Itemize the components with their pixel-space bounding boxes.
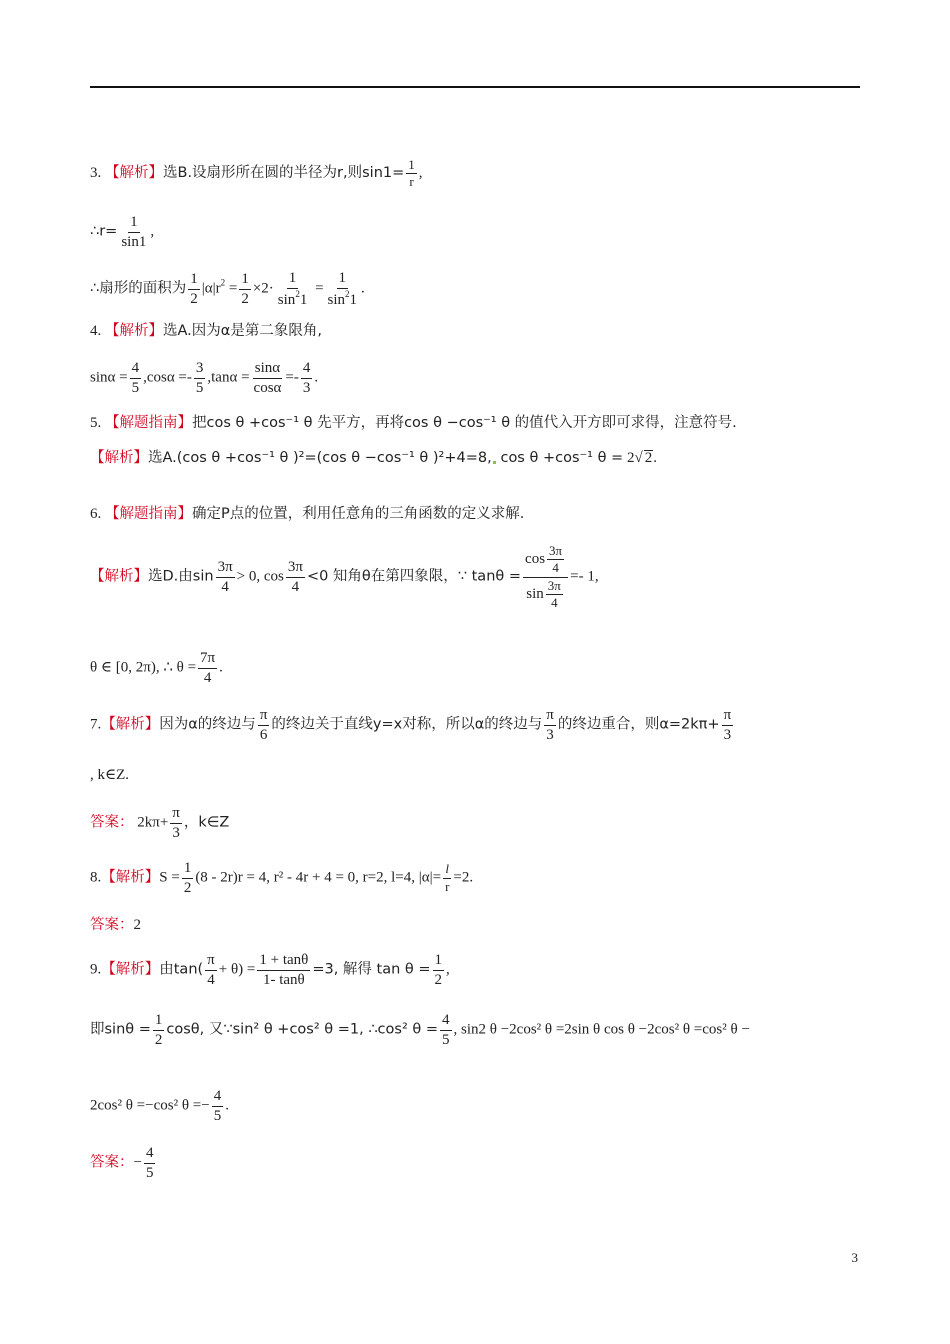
header-rule [90,86,860,88]
q8-line1: 8.【解析】S = $\frac{1}{2}$ (8 - 2r)r = 4, r² - 4r + 4 = 0, r=2, l=4, |α|= $\frac{l}{r}$ =2. [90,860,474,896]
q5-line2: 【解析】选A.(cos θ +cos⁻¹ θ )²=(cos θ −cos⁻¹ θ )²+4=8, cos θ +cos⁻¹ θ = 2√ 2. [90,450,657,466]
green-marker [493,461,496,464]
q8-answer: 答案：2 [90,917,141,933]
q7-answer: 答案： 2kπ+ $\frac{\pi}{3}$ ，k∈Z [90,805,230,841]
q3-text: 选B.设扇形所在圆的半径为r,则sin1= [163,165,405,182]
q3-r-fraction: $\frac{1}{\sin 1}$ [121,214,147,250]
q6-compound-fraction: cos $\frac{3\pi}{4}$ sin $\frac{3\pi}{4}$ [523,544,568,610]
q3-number: 3. [90,165,102,182]
q4-line1: 4. 【解析】选A.因为α是第二象限角, [90,323,322,339]
q7-line1: 7.【解析】因为α的终边与 $\frac{\pi}{6}$ 的终边关于直线y=x对称，所以α的终边与 $\frac{\pi}{3}$ 的终边重合，则α=2kπ+ $\frac{\pi}{3}$ [90,707,732,743]
q6-line1: 6. 【解题指南】确定P点的位置，利用任意角的三角函数的定义求解. [90,506,525,522]
q9-line3: 2cos² θ =−cos² θ =− $\frac{4}{5}$ . [90,1088,229,1124]
q3-fraction: $\frac{1}{r}$ [408,157,415,190]
q9-answer: 答案：− $\frac{4}{5}$ [90,1145,154,1181]
q9-line2: 即sinθ = $\frac{1}{2}$ cosθ, 又∵sin² θ +cos² θ =1, ∴cos² θ = $\frac{4}{5}$ , sin2 θ −2cos² θ =2sin θ cos θ −2cos² θ =cos² θ − [90,1012,750,1048]
q3-line3: ∴扇形的面积为 $\frac{1}{2}$ $|\alpha|r^2$ = $\frac{1}{2}$ ×2· $\frac{1}{\sin^21}$ = $\frac{1}{\sin^21}$ . [90,270,365,308]
q3-line1: 3. 【解析】选B.设扇形所在圆的半径为r,则sin1= $\frac{1}{r}$ , [90,157,423,190]
page-number: 3 [851,1250,858,1265]
q3-line2: ∴r= $\frac{1}{\sin 1}$ , [90,214,155,250]
q7-line2: , k∈Z. [90,767,130,783]
q6-line2: 【解析】选D.由sin $\frac{3\pi}{4}$ > 0, cos $\frac{3\pi}{4}$ <0 知角θ在第四象限，∵ tanθ = cos $\frac{3\pi}{4}$ sin $\frac{3\pi}{4}$ =- 1, [90,543,599,610]
q3-tag: 【解析】 [105,165,163,182]
q9-line1: 9.【解析】由tan( $\frac{\pi}{4}$ + θ) = $\frac{1 + \tan\theta}{1- \tan\theta}$ =3, 解得 tan θ = $\frac{1}{2}$ , [90,952,450,988]
q5-line1: 5. 【解题指南】把cos θ +cos⁻¹ θ 先平方，再将cos θ −cos⁻¹ θ 的值代入开方即可求得，注意符号. [90,415,737,431]
q4-line2: sinα = $\frac{4}{5}$ ,cosα =- $\frac{3}{5}$ ,tanα = $\frac{\sin\alpha}{\cos\alpha}$ =- $\frac{4}{3}$ . [90,360,319,396]
q6-line3: θ ∈ [0, 2π), ∴ θ = $\frac{7\pi}{4}$ . [90,650,223,686]
sqrt-expression: 2 [644,450,653,466]
